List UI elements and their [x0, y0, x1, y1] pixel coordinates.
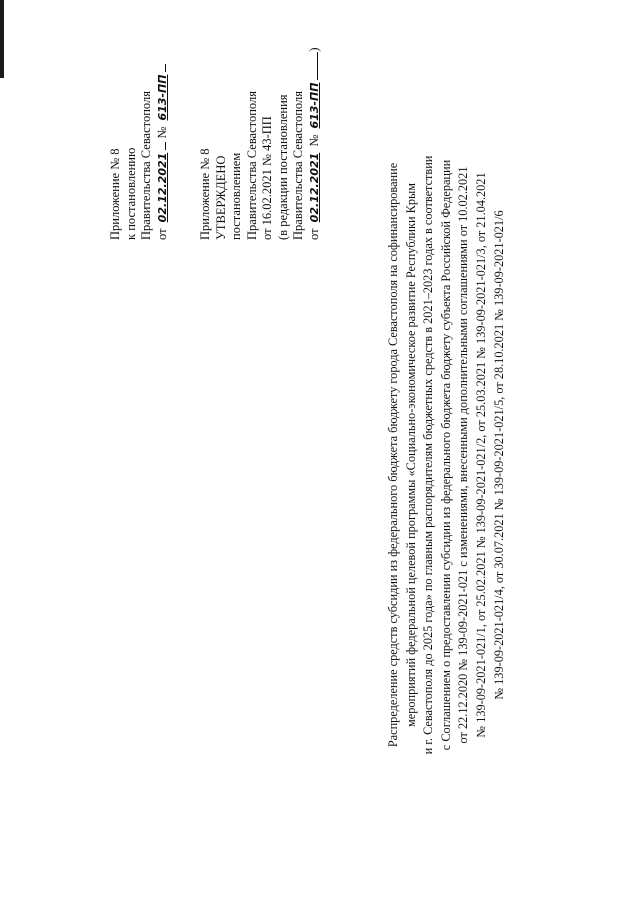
annex-num-prefix: № — [154, 126, 169, 139]
approved-line-6: (в редакции постановления — [275, 94, 290, 240]
annex-block — [108, 64, 170, 240]
document-title — [385, 45, 508, 865]
title-line-7: № 139-09-2021-021/4, от 30.07.2021 № 139-09-2021-021/5, от 28.10.2021 № 139-09-2021-021/6 — [491, 210, 506, 700]
rotated-page — [0, 15, 600, 895]
approved-line-1: Приложение № 8 — [198, 148, 212, 240]
title-line-1: Распределение средств субсидии из федерального бюджета бюджету города Севастополя на софинансирование — [386, 162, 400, 748]
title-line-6: № 139-09-2021-021/1, от 25.02.2021 № 139-09-2021-021/2, от 25.03.2021 № 139-09-2021-021/3, от 21.04.2021 — [473, 172, 488, 738]
title-line-2: мероприятий федеральной целевой программы «Социально-экономическое развитие Республики Крым — [403, 182, 418, 728]
approved-line-3: постановлением — [229, 152, 243, 240]
annex-line-2: к постановлению — [123, 147, 138, 240]
approved-date-handwritten: 02.12.2021 — [307, 152, 321, 223]
title-line-4: с Соглашением о предоставлении субсидии из федерального бюджета бюджету субъекта Российской Федерации — [438, 159, 453, 751]
approved-close-paren: ) — [306, 47, 321, 52]
approved-date-line — [307, 47, 323, 240]
approved-line-7: Правительства Севастополя — [291, 91, 305, 240]
title-line-5: от 22.12.2020 № 139-09-2021-021 с изменениями, внесенными дополнительными соглашениями от 10.02.2021 — [456, 166, 471, 744]
title-line-3: и г. Севастополя до 2025 года» по главным распорядителям бюджетных средств в 2021–2023 годах в соответствии — [421, 155, 436, 755]
approved-number-handwritten: 613-ПП — [307, 82, 321, 129]
approved-line-5: от 16.02.2021 № 43-ПП — [260, 116, 274, 240]
annex-date-prefix: от — [154, 228, 169, 240]
annex-date-line — [155, 64, 171, 240]
approved-num-prefix: № — [306, 134, 321, 147]
approved-line-4: Правительства Севастополя — [244, 91, 259, 240]
annex-date-handwritten: 02.12.2021 — [155, 152, 169, 223]
annex-number-handwritten: 613-ПП — [155, 74, 169, 121]
annex-line-1: Приложение № 8 — [108, 148, 122, 240]
annex-line-3: Правительства Севастополя — [139, 91, 153, 240]
approved-line-2: УТВЕРЖДЕНО — [213, 155, 228, 240]
approved-date-prefix: от — [306, 228, 321, 240]
approved-block — [198, 47, 322, 240]
